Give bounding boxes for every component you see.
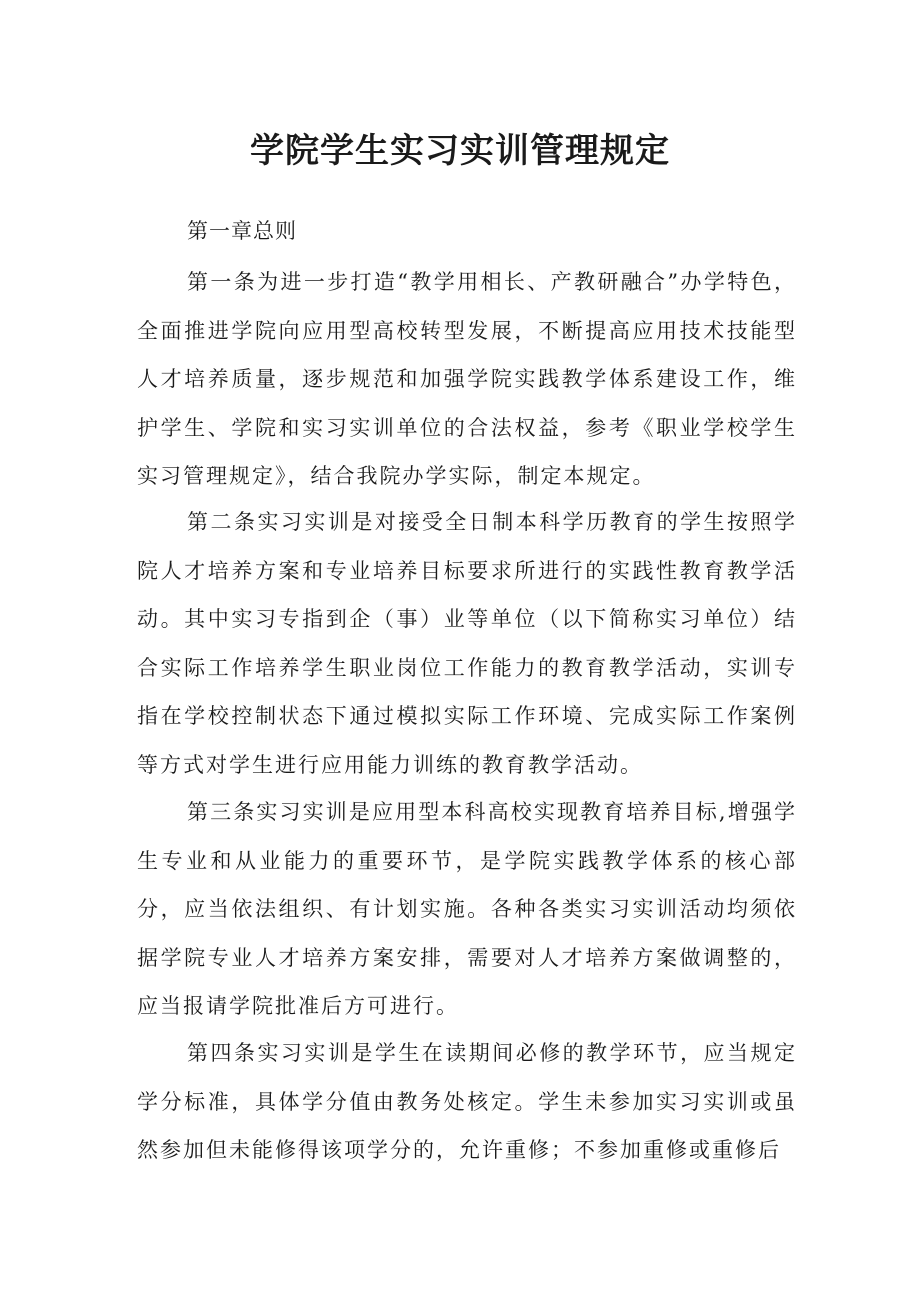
chapter-heading: 第一章总则 [187,219,297,243]
article-3-paragraph: 第三条实习实训是应用型本科高校实现教育培养目标,增强学生专业和从业能力的重要环节，是学院实践教学体系的核心部分，应当依法组织、有计划实施。各种各类实习实训活动均须依据学院专业人才培养方案安排，需要对人才培养方案做调整的，应当报请学院批准后方可进行。 [137,800,797,1018]
document-title: 学院学生实习实训管理规定 [250,131,670,171]
article-1-paragraph: 第一条为进一步打造“教学用相长、产教研融合”办学特色，全面推进学院向应用型高校转型发展，不断提高应用技术技能型人才培养质量，逐步规范和加强学院实践教学体系建设工作，维护学生、学院和实习实训单位的合法权益，参考《职业学校学生实习管理规定》，结合我院办学实际，制定本规定。 [137,270,797,488]
article-2-paragraph: 第二条实习实训是对接受全日制本科学历教育的学生按照学院人才培养方案和专业培养目标要求所进行的实践性教育教学活动。其中实习专指到企（事）业等单位（以下简称实习单位）结合实际工作培养学生职业岗位工作能力的教育教学活动，实训专指在学校控制状态下通过模拟实际工作环境、完成实际工作案例等方式对学生进行应用能力训练的教育教学活动。 [137,510,797,777]
article-4-paragraph: 第四条实习实训是学生在读期间必修的教学环节，应当规定学分标准，具体学分值由教务处核定。学生未参加实习实训或虽然参加但未能修得该项学分的，允许重修；不参加重修或重修后 [137,1041,797,1162]
